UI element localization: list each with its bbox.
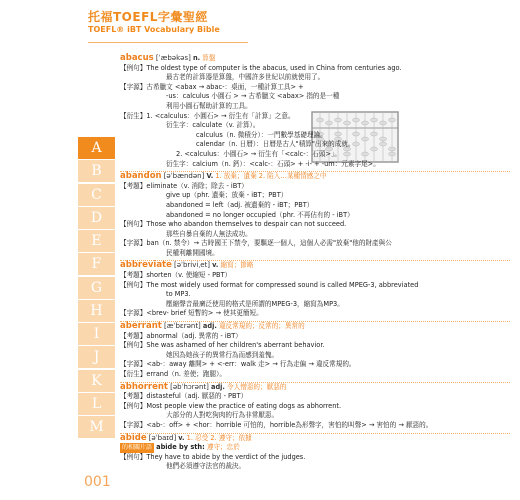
definition: 1. 放棄；遺棄 2. 陷入…某種情感之中 [215,172,327,181]
line: 【例句】Those who abandon themselves to despair can not succeed. [120,220,347,229]
part-of-speech: adj. [211,382,225,391]
tab-e[interactable]: E [78,230,115,252]
part-of-speech: n. [192,54,201,62]
tab-g[interactable]: G [78,277,115,299]
line: 【衍生】1. <calculus：小圓石> → 衍生有「計算」之意。 [120,111,295,120]
phonetic: [ˈæbəkəs] [155,54,191,62]
line: 【考題】eliminate（v. 消除；除去 - iBT） [120,181,248,190]
part-of-speech: v. [212,261,219,270]
entry-aberrant [120,321,510,380]
book-title-en: TOEFL® iBT Vocabulary Bible [88,25,220,34]
phonetic: [əˈbaɪd] [148,433,177,442]
line: give up（phr. 遺棄；放棄 - iBT；PBT） [166,191,288,200]
definition: 縮寫；節略 [220,261,254,270]
phonetic: [æˈbɛrənt] [163,322,201,331]
line: 最古老的計算器是算盤，中國許多世紀以前就使用了。 [166,73,325,82]
tab-h[interactable]: H [78,300,115,322]
line: 【字源】<brev- brief 短暫的> → 使其更簡短。 [120,309,263,318]
line: 壓縮聲音最廣泛使用的格式是所謂的MPEG-3，縮寫為MP3。 [166,299,344,308]
entry-abide [120,433,510,472]
alphabet-tabs [78,137,115,439]
phonetic: [əˈbriviˌet] [174,261,211,270]
line: 【例句】The oldest type of computer is the abacus, used in China from centuries ago. [120,63,402,72]
definition: 算盤 [202,54,216,62]
line: 【考題】abnormal（adj. 異常的 - iBT） [120,331,242,340]
line: 他們必須遵守法官的裁決。 [166,462,246,471]
header [88,8,220,34]
line: abandoned = no longer occupied（phr. 不再佔有的 - iBT） [166,210,354,219]
part-of-speech: adj. [202,322,217,331]
line: -us：calculus 小圓石 > → 古希臘文 <abax> 指的是一種 [166,92,340,101]
line: 2. <calculus：小圓石> → 衍生有「<calc-：石頭>」。 [176,149,341,158]
line: 【例句】She was ashamed of her children's aberrant behavior. [120,341,325,350]
definition: 違反常規的；反常的；異常的 [218,322,305,331]
line: 【考題】shorten（v. 使縮短 - PBT） [120,271,232,280]
line: 民權利離開國境。 [166,248,219,257]
tab-b[interactable]: B [78,160,115,182]
definition: 令人憎惡的；厭惡的 [227,382,287,391]
phrase-definition: 遵守；忠於 [206,443,240,452]
tab-a[interactable]: A [78,137,115,159]
line: 利用小圓石幫助計算的工具。 [166,101,252,110]
book-title-zh: 托福TOEFL字彙聖經 [88,10,208,24]
line: 她因為她孩子的異常行為而感到羞愧。 [166,350,279,359]
line: 【字源】古希臘文 <abax → abac-：桌面，一種計算工具> + [120,82,304,91]
line: 【字源】<ab-：away 離開> + <-err：walk 走> → 行為走偏 → 違反常規的。 [120,360,356,369]
tab-i[interactable]: I [78,323,115,345]
headword: abide [120,432,147,443]
tab-m[interactable]: M [78,416,115,438]
phrase: abide by sth: [156,443,205,452]
entry-abhorrent [120,382,510,431]
headword: abbreviate [120,260,172,271]
line: 衍生字：calcium（n. 鈣）：<calc-：石頭> + -i- + -um：元素字尾>。 [166,159,380,168]
tab-c[interactable]: C [78,184,115,206]
line: abandoned = left（adj. 被遺棄的 - iBT；PBT） [166,200,314,209]
line: calculus（n. 微積分）：一門數學基礎理論。 [196,130,327,139]
tab-k[interactable]: K [78,370,115,392]
header-divider [88,42,248,43]
line: 【例句】They have to abide by the verdict of the judges. [120,452,306,461]
phrase-tag: 的相關片語 [122,444,153,452]
definition: 1. 忍受 2. 遵守；依據 [186,433,252,442]
line: 大部分的人對吃狗肉的行為非常厭惡。 [166,411,279,420]
tab-d[interactable]: D [78,207,115,229]
tab-j[interactable]: J [78,346,115,368]
page-number: 001 [84,474,111,490]
line: 【字源】<ab-：off> + <hor：horrible 可怕的，horrible為形聲字，害怕的叫聲> → 害怕的 → 厭惡的。 [120,420,433,429]
part-of-speech: V. [206,172,214,181]
phonetic: [əˈbændən] [163,172,205,181]
headword: abhorrent [120,381,168,392]
tab-l[interactable]: L [78,393,115,415]
line: 【字源】ban（n. 禁令）→ 古時國王下禁令，要驅逐一個人，這個人必需"放棄"他的財產與公 [120,239,392,248]
part-of-speech: v. [178,433,185,442]
entry-abbreviate [120,260,510,319]
line: 那些自暴自棄的人無法成功。 [166,229,252,238]
headword: abandon [120,171,162,182]
entry-abacus [120,54,510,169]
line: 【衍生】errand（n. 差使；跑腿）。 [120,370,226,378]
line: to MP3. [166,290,191,299]
entry-abandon [120,171,510,258]
line: 【例句】Most people view the practice of eating dogs as abhorrent. [120,401,342,410]
line: 衍生字：calculate（v. 計算）。 [166,121,260,130]
headword: abacus [120,53,154,63]
line: calendar（n. 日曆）：日曆是古人"積算"出來的成就。 [196,140,355,149]
line: 【例句】The most widely used format for compressed sound is called MPEG-3, abbreviated [120,280,419,289]
tab-f[interactable]: F [78,253,115,275]
line: 【考題】distasteful（adj. 厭惡的 - PBT） [120,392,248,401]
entries [120,54,510,472]
headword: aberrant [120,321,162,332]
phonetic: [əbˈhɔrənt] [170,382,209,391]
